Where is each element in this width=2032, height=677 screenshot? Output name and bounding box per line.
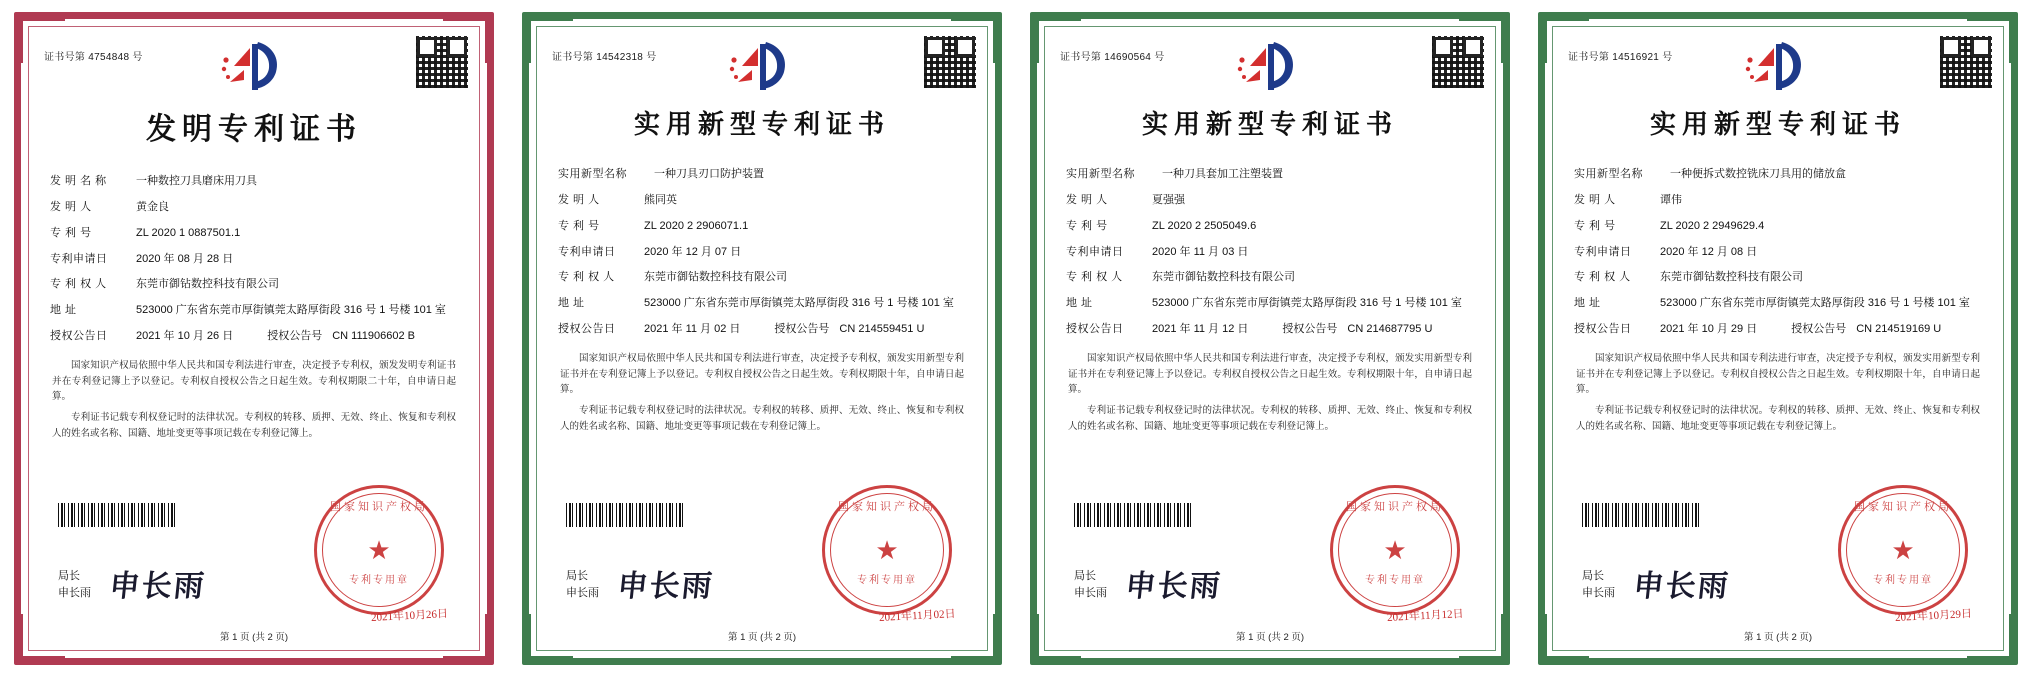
- page-footer: 第 1 页 (共 2 页): [727, 632, 797, 643]
- field-value: 东莞市御钻数控科技有限公司: [1660, 271, 1803, 284]
- legal-text: [36, 358, 472, 441]
- certificate-fields: [544, 167, 980, 337]
- field-label: 授权公告日: [558, 323, 616, 336]
- cnipa-logo-icon: [214, 36, 294, 98]
- field-value: 523000 广东省东莞市厚街镇莞太路厚街段 316 号 1 号楼 101 室: [136, 304, 446, 317]
- field-label: 专 利 号: [50, 226, 92, 239]
- seal-date: 2021年11月12日: [1387, 608, 1465, 624]
- field-row: [558, 193, 968, 208]
- cnipa-logo-icon: [1230, 36, 1310, 98]
- signatory-block: [58, 568, 91, 603]
- certificate-title: 实用新型专利证书: [1649, 110, 1906, 139]
- field-value: 2020 年 11 月 03 日: [1152, 245, 1249, 258]
- certificate-body: [6, 6, 502, 671]
- page-footer: 第 1 页 (共 2 页): [219, 632, 289, 643]
- field-value: 523000 广东省东莞市厚街镇莞太路厚街段 316 号 1 号楼 101 室: [644, 297, 954, 310]
- certificate-fields: [1052, 167, 1488, 337]
- signatory-title: 局长: [58, 569, 80, 582]
- certificate-fields: [36, 174, 472, 344]
- signatory-block: [1074, 568, 1107, 603]
- field-row: [50, 226, 460, 241]
- field-row: [558, 245, 968, 260]
- field-label: 专利申请日: [50, 252, 108, 265]
- field-value: 黄金良: [136, 200, 169, 213]
- legal-paragraph: 国家知识产权局依照中华人民共和国专利法进行审查，决定授予专利权，颁发实用新型专利证书并在专利登记簿上予以登记。专利权自授权公告之日起生效。专利权期限十年，自申请日起算。: [1576, 352, 1980, 396]
- certificate-header: [1560, 32, 1996, 102]
- seal-date: 2021年10月26日: [370, 607, 449, 625]
- seal-star-icon: ★: [367, 535, 391, 565]
- field-label: 专 利 号: [1066, 219, 1108, 232]
- signatory-block: [1582, 568, 1615, 603]
- field-label: 实用新型名称: [1574, 168, 1643, 180]
- field-label: 发 明 人: [50, 200, 92, 213]
- cnipa-logo-icon: [722, 36, 802, 98]
- handwritten-signature: 申长雨: [615, 570, 716, 603]
- seal-bottom-text: 专利专用章: [1365, 575, 1425, 586]
- field-value: 2020 年 08 月 28 日: [136, 252, 234, 265]
- seal-top-text: 国家知识产权局: [1346, 501, 1444, 513]
- field-row: [1066, 193, 1476, 208]
- field-label: 实用新型名称: [558, 168, 627, 180]
- field-row: [1574, 296, 1984, 311]
- field-label: 地 址: [1066, 297, 1093, 310]
- legal-paragraph: 专利证书记载专利权登记时的法律状况。专利权的转移、质押、无效、终止、恢复和专利权人的姓名或名称、国籍、地址变更等事项记载在专利登记簿上。: [1576, 404, 1980, 432]
- certificate-card-3: [1016, 0, 1524, 677]
- field-value: 东莞市御钻数控科技有限公司: [644, 271, 787, 284]
- field-value: 2021 年 10 月 26 日: [136, 330, 234, 343]
- field-label: 实用新型名称: [1066, 168, 1135, 180]
- legal-text: [1052, 351, 1488, 434]
- official-seal: [314, 485, 444, 615]
- qr-code: [1940, 36, 1992, 88]
- field-row: [50, 200, 460, 215]
- certificate-content: [36, 32, 472, 645]
- field-label: 地 址: [1574, 297, 1601, 310]
- field-label: 专利申请日: [558, 245, 616, 258]
- field-value: 2020 年 12 月 08 日: [1660, 245, 1758, 258]
- legal-text: [1560, 351, 1996, 434]
- qr-code: [924, 36, 976, 88]
- field-label: 发 明 人: [1066, 193, 1108, 206]
- field-label: 专 利 权 人: [1574, 271, 1631, 284]
- seal-bottom-text: 专利专用章: [857, 575, 917, 586]
- legal-paragraph: 专利证书记载专利权登记时的法律状况。专利权的转移、质押、无效、终止、恢复和专利权人的姓名或名称、国籍、地址变更等事项记载在专利登记簿上。: [560, 404, 964, 432]
- signatory-title: 局长: [1074, 569, 1096, 582]
- field-value: 523000 广东省东莞市厚街镇莞太路厚街段 316 号 1 号楼 101 室: [1660, 297, 1970, 310]
- certificate-number: 证书号第 14542318 号: [552, 52, 657, 63]
- certificate-content: [544, 32, 980, 645]
- signatory-title: 局长: [566, 569, 588, 582]
- field-row: [50, 329, 460, 344]
- field-value-secondary: CN 214519169 U: [1856, 323, 1942, 336]
- certificate-number: 证书号第 4754848 号: [44, 52, 143, 63]
- certificate-header: [544, 32, 980, 102]
- barcode: [58, 503, 178, 527]
- field-value-secondary: CN 214687795 U: [1347, 323, 1433, 336]
- official-seal: [1838, 485, 1968, 615]
- field-label: 专 利 权 人: [1066, 271, 1123, 284]
- handwritten-signature: 申长雨: [1123, 570, 1224, 603]
- signatory-name: 申长雨: [58, 587, 91, 600]
- field-value: 2021 年 11 月 02 日: [644, 323, 741, 336]
- legal-paragraph: 专利证书记载专利权登记时的法律状况。专利权的转移、质押、无效、终止、恢复和专利权人的姓名或名称、国籍、地址变更等事项记载在专利登记簿上。: [52, 411, 456, 439]
- field-row: [50, 277, 460, 292]
- field-row: [1066, 296, 1476, 311]
- field-value: ZL 2020 1 0887501.1: [136, 226, 241, 239]
- field-row: [1066, 270, 1476, 285]
- field-label: 地 址: [50, 304, 77, 317]
- field-value: 2021 年 11 月 12 日: [1152, 323, 1249, 336]
- certificate-card-4: [1524, 0, 2032, 677]
- seal-date: 2021年10月29日: [1894, 607, 1973, 625]
- certificate-card-2: [508, 0, 1016, 677]
- legal-text: [544, 351, 980, 434]
- field-value: 2021 年 10 月 29 日: [1660, 323, 1758, 336]
- seal-star-icon: ★: [875, 535, 899, 565]
- signatory-name: 申长雨: [1582, 587, 1615, 600]
- page-footer: 第 1 页 (共 2 页): [1743, 632, 1813, 643]
- certificate-content: [1052, 32, 1488, 645]
- field-row: [50, 174, 460, 189]
- field-row: [1066, 167, 1476, 182]
- field-row: [1574, 193, 1984, 208]
- field-value: 谭伟: [1660, 193, 1682, 206]
- seal-star-icon: ★: [1891, 535, 1915, 565]
- barcode: [566, 503, 686, 527]
- certificate-body: [1530, 6, 2026, 671]
- field-row: [558, 322, 968, 337]
- field-label-secondary: 授权公告号: [774, 323, 830, 336]
- certificate-number: 证书号第 14690564 号: [1060, 52, 1165, 63]
- signatory-name: 申长雨: [566, 587, 599, 600]
- field-row: [558, 296, 968, 311]
- field-label: 地 址: [558, 297, 585, 310]
- field-row: [1574, 219, 1984, 234]
- field-value: ZL 2020 2 2505049.6: [1152, 219, 1257, 232]
- field-row: [1066, 219, 1476, 234]
- field-row: [1066, 245, 1476, 260]
- seal-date: 2021年11月02日: [879, 608, 957, 624]
- field-label: 专 利 号: [1574, 219, 1616, 232]
- field-value: 东莞市御钻数控科技有限公司: [136, 278, 279, 291]
- certificate-title: 实用新型专利证书: [633, 110, 890, 139]
- field-row: [50, 303, 460, 318]
- field-label: 发 明 名 称: [50, 175, 107, 187]
- field-label: 发 明 人: [558, 193, 600, 206]
- field-row: [1574, 167, 1984, 182]
- field-label: 授权公告日: [1066, 323, 1124, 336]
- field-value: 一种数控刀具磨床用刀具: [136, 175, 257, 187]
- legal-paragraph: 国家知识产权局依照中华人民共和国专利法进行审查，决定授予专利权，颁发实用新型专利证书并在专利登记簿上予以登记。专利权自授权公告之日起生效。专利权期限十年，自申请日起算。: [560, 352, 964, 396]
- field-value: ZL 2020 2 2906071.1: [644, 219, 749, 232]
- field-label-secondary: 授权公告号: [267, 330, 323, 343]
- official-seal: [1330, 485, 1460, 615]
- field-value: 一种刀具刃口防护装置: [654, 168, 764, 180]
- field-label-secondary: 授权公告号: [1791, 323, 1847, 336]
- barcode: [1074, 503, 1194, 527]
- field-value-secondary: CN 214559451 U: [839, 323, 925, 336]
- page-footer: 第 1 页 (共 2 页): [1235, 632, 1305, 643]
- field-value: 2020 年 12 月 07 日: [644, 245, 742, 258]
- certificate-body: [1022, 6, 1518, 671]
- field-row: [558, 219, 968, 234]
- field-label: 授权公告日: [50, 330, 108, 343]
- legal-paragraph: 专利证书记载专利权登记时的法律状况。专利权的转移、质押、无效、终止、恢复和专利权人的姓名或名称、国籍、地址变更等事项记载在专利登记簿上。: [1068, 404, 1472, 432]
- seal-top-text: 国家知识产权局: [330, 501, 428, 513]
- qr-code: [1432, 36, 1484, 88]
- handwritten-signature: 申长雨: [107, 570, 208, 603]
- certificate-fields: [1560, 167, 1996, 337]
- field-value: 一种便拆式数控铣床刀具用的储放盒: [1670, 168, 1846, 180]
- field-label-secondary: 授权公告号: [1282, 323, 1338, 336]
- field-row: [1574, 322, 1984, 337]
- seal-star-icon: ★: [1383, 535, 1407, 565]
- field-row: [1574, 270, 1984, 285]
- cnipa-logo-icon: [1738, 36, 1818, 98]
- legal-paragraph: 国家知识产权局依照中华人民共和国专利法进行审查，决定授予专利权，颁发实用新型专利证书并在专利登记簿上予以登记。专利权自授权公告之日起生效。专利权期限十年，自申请日起算。: [1068, 352, 1472, 396]
- certificate-card-1: [0, 0, 508, 677]
- certificate-number: 证书号第 14516921 号: [1568, 52, 1673, 63]
- qr-code: [416, 36, 468, 88]
- seal-bottom-text: 专利专用章: [349, 575, 409, 586]
- signatory-block: [566, 568, 599, 603]
- certificate-content: [1560, 32, 1996, 645]
- field-row: [50, 252, 460, 267]
- field-label: 专利申请日: [1066, 245, 1124, 258]
- field-value: ZL 2020 2 2949629.4: [1660, 219, 1765, 232]
- signatory-title: 局长: [1582, 569, 1604, 582]
- field-value: 一种刀具套加工注塑装置: [1162, 168, 1283, 180]
- field-row: [1066, 322, 1476, 337]
- field-row: [1574, 245, 1984, 260]
- certificate-header: [36, 32, 472, 102]
- certificate-title: 发明专利证书: [146, 113, 362, 146]
- field-value-secondary: CN 111906602 B: [332, 330, 415, 343]
- field-label: 专 利 号: [558, 219, 600, 232]
- field-label: 授权公告日: [1574, 323, 1632, 336]
- official-seal: [822, 485, 952, 615]
- barcode: [1582, 503, 1702, 527]
- field-row: [558, 270, 968, 285]
- certificate-header: [1052, 32, 1488, 102]
- legal-paragraph: 国家知识产权局依照中华人民共和国专利法进行审查，决定授予专利权，颁发发明专利证书并在专利登记簿上予以登记。专利权自授权公告之日起生效。专利权期限二十年，自申请日起算。: [52, 359, 456, 403]
- seal-bottom-text: 专利专用章: [1873, 575, 1933, 586]
- certificate-body: [514, 6, 1010, 671]
- field-label: 专 利 权 人: [558, 271, 615, 284]
- field-value: 523000 广东省东莞市厚街镇莞太路厚街段 316 号 1 号楼 101 室: [1152, 297, 1462, 310]
- certificate-title: 实用新型专利证书: [1141, 110, 1398, 139]
- field-label: 发 明 人: [1574, 193, 1616, 206]
- field-value: 夏强强: [1152, 193, 1185, 206]
- seal-top-text: 国家知识产权局: [838, 501, 936, 513]
- field-value: 熊同英: [644, 193, 677, 206]
- signatory-name: 申长雨: [1074, 587, 1107, 600]
- field-row: [558, 167, 968, 182]
- field-value: 东莞市御钻数控科技有限公司: [1152, 271, 1295, 284]
- field-label: 专 利 权 人: [50, 278, 107, 291]
- seal-top-text: 国家知识产权局: [1854, 501, 1952, 513]
- handwritten-signature: 申长雨: [1631, 570, 1732, 603]
- field-label: 专利申请日: [1574, 245, 1632, 258]
